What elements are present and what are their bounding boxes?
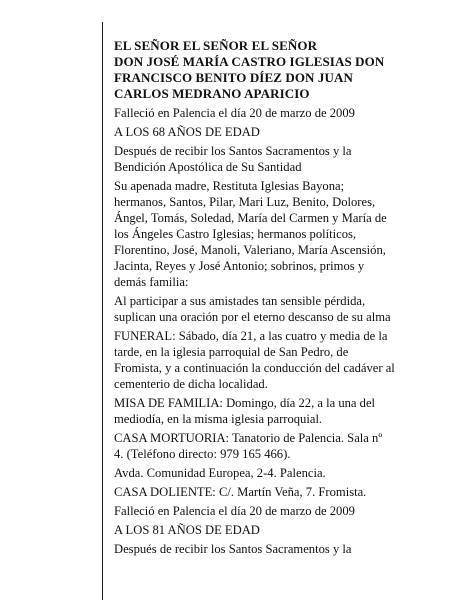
funeral-home-paragraph xyxy=(114,430,450,462)
age-line-second xyxy=(114,522,450,538)
text-line: Al participar a sus amistades tan sensible pérdida, xyxy=(114,294,366,308)
heading-line: FRANCISCO BENITO DÍEZ DON JUAN xyxy=(114,70,353,85)
text-line: tarde, en la iglesia parroquial de San Pedro, de xyxy=(114,345,349,359)
age-line xyxy=(114,124,450,140)
text-line: Bendición Apostólica de Su Santidad xyxy=(114,160,302,174)
family-mass-paragraph xyxy=(114,395,450,427)
text-line: A LOS 68 AÑOS DE EDAD xyxy=(114,125,260,139)
text-line: los Ángeles Castro Iglesias; hermanos políticos, xyxy=(114,227,357,241)
prayer-paragraph xyxy=(114,293,450,325)
text-line: Fromista, y a continuación la conducción del cadáver al xyxy=(114,361,395,375)
text-line: Su apenada madre, Restituta Iglesias Bayona; xyxy=(114,179,345,193)
text-line: A LOS 81 AÑOS DE EDAD xyxy=(114,523,260,537)
text-line: mediodía, en la misma iglesia parroquial. xyxy=(114,412,323,426)
text-line: Jacinta, Reyes y José Antonio; sobrinos, primos y xyxy=(114,259,365,273)
text-line: Avda. Comunidad Europea, 2-4. Palencia. xyxy=(114,466,326,480)
sacraments-paragraph-second xyxy=(114,541,450,557)
obituary-column xyxy=(114,38,450,557)
text-line: cementerio de dicha localidad. xyxy=(114,377,268,391)
text-line: CASA MORTUORIA: Tanatorio de Palencia. Sala nº xyxy=(114,431,383,445)
heading-line: DON JOSÉ MARÍA CASTRO IGLESIAS DON xyxy=(114,54,385,69)
death-notice-second xyxy=(114,503,450,519)
heading-line: CARLOS MEDRANO APARICIO xyxy=(114,86,310,101)
text-line: FUNERAL: Sábado, día 21, a las cuatro y media de la xyxy=(114,329,388,343)
obituary-heading xyxy=(114,38,450,102)
left-margin-rule xyxy=(102,22,103,600)
text-line: Después de recibir los Santos Sacramentos y la xyxy=(114,542,352,556)
sacraments-paragraph xyxy=(114,143,450,175)
address-line xyxy=(114,465,450,481)
text-line: CASA DOLIENTE: C/. Martín Veña, 7. Fromista. xyxy=(114,485,367,499)
text-line: suplican una oración por el eterno descanso de su alma xyxy=(114,310,391,324)
text-line: Después de recibir los Santos Sacramentos y la xyxy=(114,144,352,158)
text-line: 4. (Teléfono directo: 979 165 466). xyxy=(114,447,291,461)
mourning-house-line xyxy=(114,484,450,500)
text-line: MISA DE FAMILIA: Domingo, día 22, a la una del xyxy=(114,396,376,410)
text-line: Falleció en Palencia el día 20 de marzo de 2009 xyxy=(114,504,355,518)
family-paragraph xyxy=(114,178,450,290)
heading-line: EL SEÑOR EL SEÑOR EL SEÑOR xyxy=(114,38,318,53)
text-line: hermanos, Santos, Pilar, Mari Luz, Benito, Dolores, xyxy=(114,195,376,209)
text-line: Falleció en Palencia el día 20 de marzo de 2009 xyxy=(114,106,355,120)
funeral-paragraph xyxy=(114,328,450,392)
text-line: Florentino, José, Manoli, Valeriano, María Ascensión, xyxy=(114,243,386,257)
text-line: demás familia: xyxy=(114,275,189,289)
text-line: Ángel, Tomás, Soledad, María del Carmen y María de xyxy=(114,211,387,225)
death-notice xyxy=(114,105,450,121)
